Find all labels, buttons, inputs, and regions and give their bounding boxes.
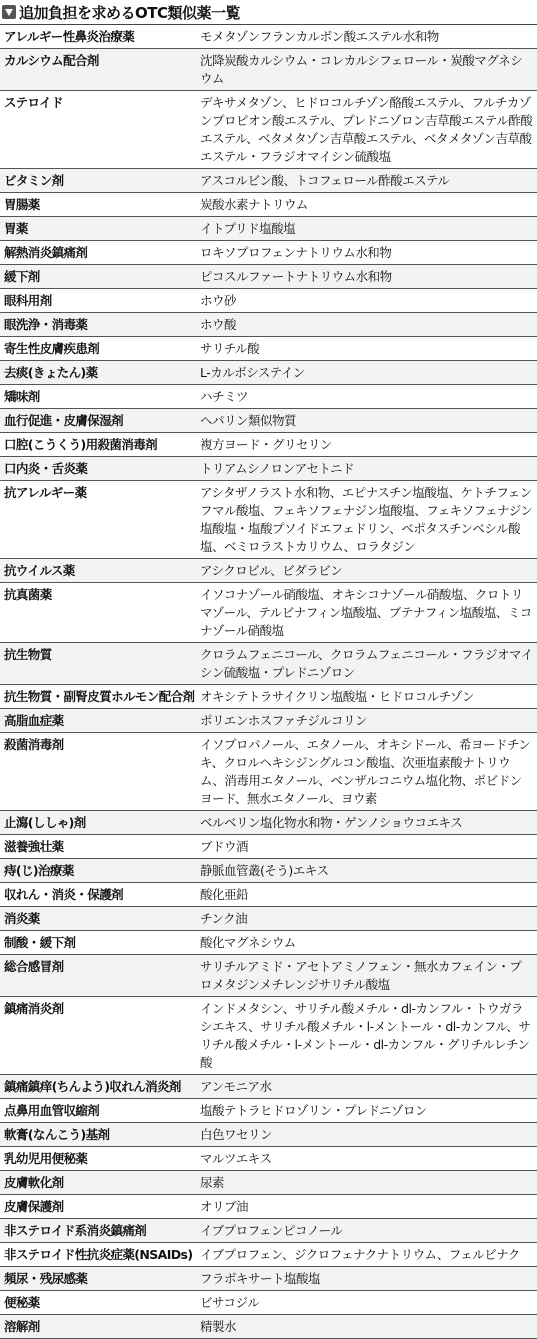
ingredient-cell: マルツエキス [200, 1151, 272, 1166]
ingredient-cell: 塩酸テトラヒドロゾリン・プレドニゾロン [200, 1103, 428, 1118]
ingredient-cell: ピコスルファートナトリウム水和物 [200, 269, 392, 284]
category-cell: 殺菌消毒剤 [4, 737, 64, 752]
table-row [0, 883, 537, 907]
ingredient-cell: ハチミツ [200, 389, 249, 404]
category-cell: 鎮痛鎮痒(ちんよう)収れん消炎剤 [4, 1079, 181, 1094]
ingredient-cell: アシクロビル、ビダラビン [200, 563, 343, 578]
category-cell: 緩下剤 [4, 269, 40, 284]
table-row [0, 1171, 537, 1195]
category-cell: 止瀉(ししゃ)剤 [4, 815, 86, 830]
category-cell: 痔(じ)治療薬 [4, 863, 74, 878]
ingredient-cell: ホウ酸 [200, 317, 237, 332]
ingredient-cell: ホウ砂 [200, 293, 237, 308]
ingredient-cell: 酸化亜鉛 [200, 887, 249, 902]
table-row [0, 169, 537, 193]
table-row [0, 193, 537, 217]
table-row [0, 313, 537, 337]
table-row [0, 289, 537, 313]
category-cell: 抗ウイルス薬 [4, 563, 75, 578]
category-cell: 制酸・緩下剤 [4, 935, 76, 950]
table-row [0, 643, 537, 685]
category-cell: ビタミン剤 [4, 173, 64, 188]
category-cell: 抗真菌薬 [4, 587, 52, 602]
drug-table [0, 24, 537, 1339]
table-row [0, 1147, 537, 1171]
ingredient-cell: オキシテトラサイクリン塩酸塩・ヒドロコルチゾン [200, 689, 475, 704]
table-row [0, 811, 537, 835]
ingredient-cell: サリチル酸 [200, 341, 260, 356]
category-cell: 溶解剤 [4, 1319, 40, 1334]
table-row [0, 433, 537, 457]
table-row [0, 1075, 537, 1099]
table-row [0, 931, 537, 955]
category-cell: 便秘薬 [4, 1295, 40, 1310]
ingredient-cell: ロキソプロフェンナトリウム水和物 [200, 245, 392, 260]
table-row [0, 733, 537, 811]
ingredient-cell: 複方ヨード・グリセリン [200, 437, 332, 452]
category-cell: 皮膚軟化剤 [4, 1175, 64, 1190]
page-title [0, 0, 537, 24]
category-cell: 滋養強壮薬 [4, 839, 64, 854]
ingredient-cell: フラボキサート塩酸塩 [200, 1271, 321, 1286]
category-cell: 抗生物質・副腎皮質ホルモン配合剤 [4, 689, 195, 704]
category-cell: アレルギー性鼻炎治療薬 [4, 29, 135, 44]
category-cell: 抗アレルギー薬 [4, 485, 87, 500]
category-cell: 収れん・消炎・保護剤 [4, 887, 124, 902]
table-row [0, 385, 537, 409]
ingredient-cell: アンモニア水 [200, 1079, 272, 1094]
ingredient-cell: ベルベリン塩化物水和物・ゲンノショウコエキス [200, 815, 463, 830]
table-row [0, 1315, 537, 1339]
table-row [0, 481, 537, 559]
ingredient-cell: サリチルアミド・アセトアミノフェン・無水カフェイン・プロメタジンメチレンジサリチル酸塩 [200, 959, 522, 992]
ingredient-cell: 炭酸水素ナトリウム [200, 197, 308, 212]
category-cell: 抗生物質 [4, 647, 52, 662]
category-cell: 口腔(こうくう)用殺菌消毒剤 [4, 437, 158, 452]
table-row [0, 361, 537, 385]
table-row [0, 25, 537, 49]
ingredient-cell: 白色ワセリン [200, 1127, 273, 1142]
category-cell: カルシウム配合剤 [4, 53, 99, 68]
category-cell: 矯味剤 [4, 389, 40, 404]
table-row [0, 91, 537, 169]
ingredient-cell: イトプリド塩酸塩 [200, 221, 296, 236]
table-row [0, 265, 537, 289]
title-text: 追加負担を求めるOTC類似薬一覧 [19, 3, 240, 22]
table-row [0, 583, 537, 643]
ingredient-cell: アスコルビン酸、トコフェロール酢酸エステル [200, 173, 450, 188]
category-cell: 胃腸薬 [4, 197, 40, 212]
category-cell: 軟膏(なんこう)基剤 [4, 1127, 110, 1142]
ingredient-cell: オリブ油 [200, 1199, 249, 1214]
table-row [0, 709, 537, 733]
category-cell: 高脂血症薬 [4, 713, 64, 728]
ingredient-cell: イソプロパノール、エタノール、オキシドール、希ヨードチンキ、クロルヘキシジングルコン酸塩、次亜塩素酸ナトリウム、消毒用エタノール、ベンザルコニウム塩化物、ポビドンヨード、無水エタノール、ヨウ素 [200, 737, 531, 806]
category-cell: 胃薬 [4, 221, 28, 236]
category-cell: 口内炎・舌炎薬 [4, 461, 88, 476]
ingredient-cell: チンク油 [200, 911, 248, 926]
ingredient-cell: ブドウ酒 [200, 839, 249, 854]
table-row [0, 1099, 537, 1123]
ingredient-cell: イブプロフェンピコノール [200, 1223, 343, 1238]
category-cell: 総合感冒剤 [4, 959, 64, 974]
ingredient-cell: イブプロフェン、ジクロフェナクナトリウム、フェルビナク [200, 1247, 520, 1262]
ingredient-cell: 酸化マグネシウム [200, 935, 296, 950]
table-row [0, 835, 537, 859]
table-row [0, 1195, 537, 1219]
ingredient-cell: モメタゾンフランカルボン酸エステル水和物 [200, 29, 439, 44]
category-cell: 皮膚保護剤 [4, 1199, 64, 1214]
table-row [0, 337, 537, 361]
table-row [0, 457, 537, 481]
ingredient-cell: 沈降炭酸カルシウム・コレカルシフェロール・炭酸マグネシウム [200, 53, 523, 86]
ingredient-cell: ビサコジル [200, 1295, 260, 1310]
category-cell: 寄生性皮膚疾患剤 [4, 341, 100, 356]
table-row [0, 559, 537, 583]
ingredient-cell: ポリエンホスファチジルコリン [200, 713, 367, 728]
category-cell: 点鼻用血管収縮剤 [4, 1103, 100, 1118]
category-cell: 眼科用剤 [4, 293, 52, 308]
table-row [0, 49, 537, 91]
table-row [0, 859, 537, 883]
category-cell: 解熱消炎鎮痛剤 [4, 245, 88, 260]
category-cell: 鎮痛消炎剤 [4, 1001, 64, 1016]
ingredient-cell: クロラムフェニコール、クロラムフェニコール・フラジオマイシン硫酸塩・プレドニゾロン [200, 647, 533, 680]
table-row [0, 1291, 537, 1315]
category-cell: ステロイド [4, 95, 63, 110]
ingredient-cell: インドメタシン、サリチル酸メチル・dl-カンフル・トウガラシエキス、サリチル酸メチル・l-メントール・dl-カンフル、サリチル酸メチル・l-メントール・dl-カンフル・グリチルレチン酸 [200, 1001, 531, 1070]
ingredient-cell: 尿素 [200, 1175, 225, 1190]
ingredient-cell: トリアムシノロンアセトニド [200, 461, 355, 476]
category-cell: 去痰(きょたん)薬 [4, 365, 98, 380]
ingredient-cell: アシタザノラスト水和物、エピナスチン塩酸塩、ケトチフェンフマル酸塩、フェキソフェナジン塩酸塩、フェキソフェナジン塩酸塩・塩酸プソイドエフェドリン、ベポタスチンベシル酸塩、ベミロラストカリウム、ロラタジン [200, 485, 533, 554]
table-row [0, 217, 537, 241]
category-cell: 眼洗浄・消毒薬 [4, 317, 88, 332]
ingredient-cell: 静脈血管叢(そう)エキス [200, 863, 329, 878]
table-row [0, 685, 537, 709]
table-row [0, 907, 537, 931]
table-row [0, 1267, 537, 1291]
ingredient-cell: ヘパリン類似物質 [200, 413, 297, 428]
ingredient-cell: デキサメタゾン、ヒドロコルチゾン酪酸エステル、フルチカゾンプロピオン酸エステル、プレドニゾロン吉草酸エステル酢酸エステル、ベタメタゾン吉草酸エステル、ベタメタゾン吉草酸エステル・フラジオマイシン硫酸塩 [200, 95, 533, 164]
table-row [0, 241, 537, 265]
category-cell: 非ステロイド性抗炎症薬(NSAIDs) [4, 1247, 193, 1262]
category-cell: 血行促進・皮膚保湿剤 [4, 413, 124, 428]
ingredient-cell: イソコナゾール硝酸塩、オキシコナゾール硝酸塩、クロトリマゾール、テルビナフィン塩酸塩、ブテナフィン塩酸塩、ミコナゾール硝酸塩 [200, 587, 532, 638]
ingredient-cell: 精製水 [200, 1319, 237, 1334]
category-cell: 非ステロイド系消炎鎮痛剤 [4, 1223, 147, 1238]
category-cell: 乳幼児用便秘薬 [4, 1151, 88, 1166]
ingredient-cell: L-カルボシステイン [200, 365, 305, 380]
triangle-bullet-icon [2, 5, 16, 19]
category-cell: 消炎薬 [4, 911, 40, 926]
category-cell: 頻尿・残尿感薬 [4, 1271, 88, 1286]
table-row [0, 955, 537, 997]
table-row [0, 409, 537, 433]
table-row [0, 1243, 537, 1267]
table-row [0, 997, 537, 1075]
table-row [0, 1219, 537, 1243]
table-row [0, 1123, 537, 1147]
